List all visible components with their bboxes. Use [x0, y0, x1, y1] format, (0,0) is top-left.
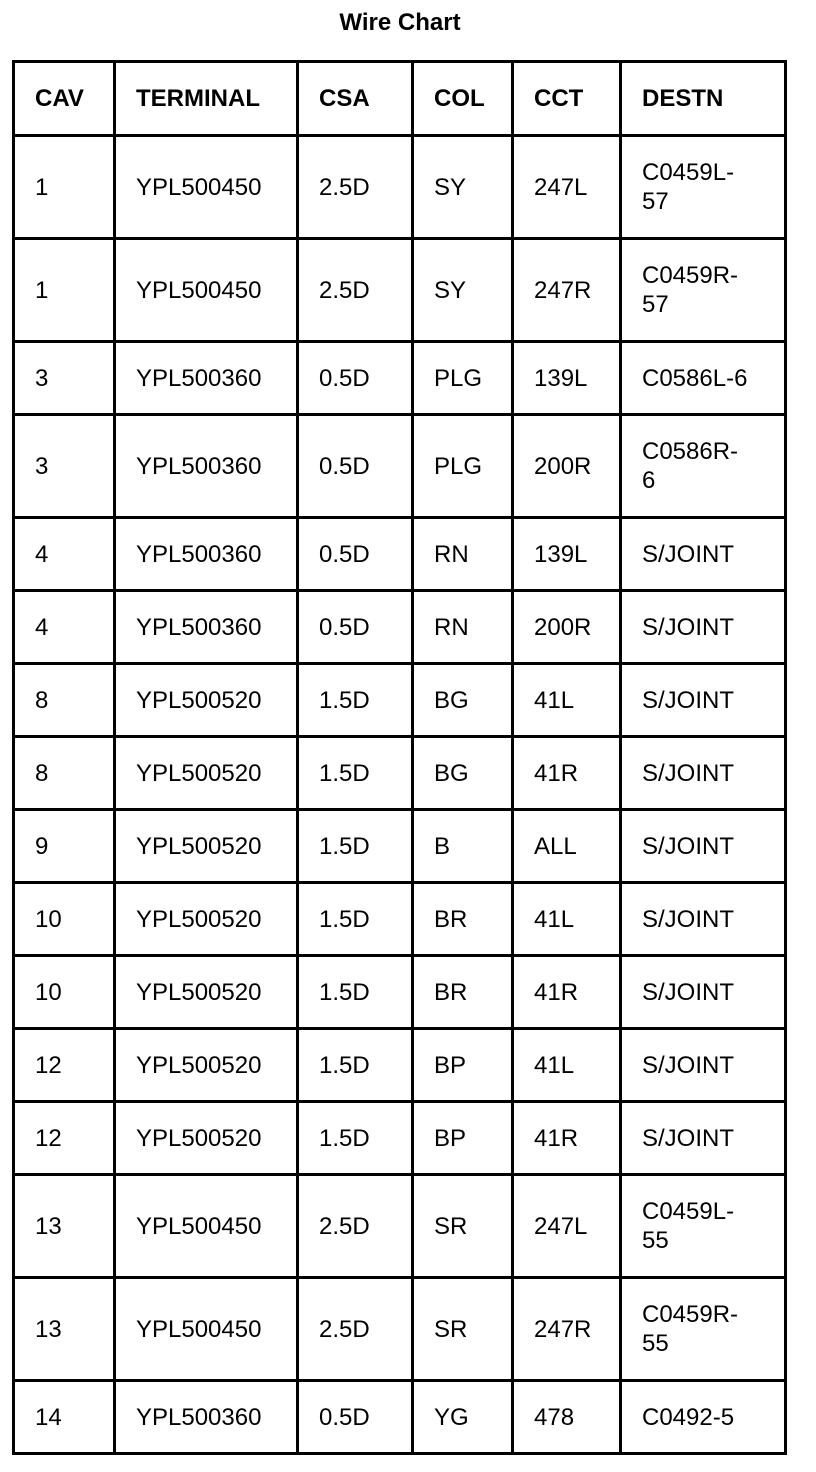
table-row	[14, 591, 786, 664]
destn-line: 57	[642, 291, 669, 318]
table-row	[14, 415, 786, 518]
cell-cct: 200R	[513, 591, 621, 664]
cell-destn	[621, 664, 786, 737]
cell-terminal: YPL500520	[115, 883, 298, 956]
column-header-terminal: TERMINAL	[115, 62, 298, 136]
cell-terminal: YPL500520	[115, 810, 298, 883]
column-header-col: COL	[413, 62, 513, 136]
cell-terminal: YPL500520	[115, 737, 298, 810]
cell-destn	[621, 956, 786, 1029]
cell-col: BR	[413, 956, 513, 1029]
cell-cct: 41L	[513, 883, 621, 956]
cell-csa: 1.5D	[298, 1102, 413, 1175]
cell-cct: 41R	[513, 737, 621, 810]
cell-destn	[621, 810, 786, 883]
cell-csa: 1.5D	[298, 956, 413, 1029]
cell-destn	[621, 136, 786, 239]
destn-line: S/JOINT	[642, 686, 735, 714]
cell-col: SY	[413, 136, 513, 239]
table-row	[14, 1102, 786, 1175]
cell-csa: 1.5D	[298, 737, 413, 810]
cell-csa: 1.5D	[298, 883, 413, 956]
cell-terminal: YPL500520	[115, 664, 298, 737]
table-header-row	[14, 62, 786, 136]
cell-terminal: YPL500360	[115, 342, 298, 415]
table-row	[14, 737, 786, 810]
table-row	[14, 956, 786, 1029]
table-row	[14, 136, 786, 239]
cell-terminal: YPL500450	[115, 136, 298, 239]
destn-line: C0586R-	[642, 438, 739, 465]
cell-csa: 0.5D	[298, 1381, 413, 1454]
cell-cct: 247L	[513, 136, 621, 239]
cell-terminal: YPL500450	[115, 1175, 298, 1278]
cell-csa: 1.5D	[298, 664, 413, 737]
column-header-destn: DESTN	[621, 62, 786, 136]
cell-destn	[621, 591, 786, 664]
destn-line: C0459L-	[642, 1198, 735, 1225]
cell-col: RN	[413, 591, 513, 664]
cell-destn	[621, 1278, 786, 1381]
table-body	[14, 136, 786, 1454]
page-title: Wire Chart	[339, 9, 461, 36]
cell-col: RN	[413, 518, 513, 591]
cell-cct: 139L	[513, 342, 621, 415]
table-row	[14, 518, 786, 591]
cell-cav: 4	[14, 518, 115, 591]
cell-cct: 139L	[513, 518, 621, 591]
cell-terminal: YPL500520	[115, 956, 298, 1029]
cell-destn	[621, 1029, 786, 1102]
cell-col: B	[413, 810, 513, 883]
cell-cav: 8	[14, 737, 115, 810]
cell-cav: 13	[14, 1278, 115, 1381]
cell-csa: 2.5D	[298, 1278, 413, 1381]
cell-cav: 3	[14, 415, 115, 518]
cell-cct: 200R	[513, 415, 621, 518]
cell-destn	[621, 1102, 786, 1175]
cell-col: BR	[413, 883, 513, 956]
destn-line: S/JOINT	[642, 1124, 735, 1152]
cell-cav: 14	[14, 1381, 115, 1454]
destn-line: S/JOINT	[642, 832, 735, 860]
cell-csa: 1.5D	[298, 810, 413, 883]
cell-col: SR	[413, 1175, 513, 1278]
cell-cav: 10	[14, 883, 115, 956]
cell-col: SY	[413, 239, 513, 342]
cell-terminal: YPL500450	[115, 239, 298, 342]
wire-chart-table	[12, 60, 787, 1455]
table-row	[14, 883, 786, 956]
cell-col: PLG	[413, 415, 513, 518]
destn-line: C0492-5	[642, 1403, 735, 1431]
cell-csa: 0.5D	[298, 518, 413, 591]
destn-line: S/JOINT	[642, 1051, 735, 1079]
cell-cav: 8	[14, 664, 115, 737]
cell-terminal: YPL500520	[115, 1029, 298, 1102]
table-row	[14, 239, 786, 342]
table-row	[14, 1381, 786, 1454]
cell-csa: 1.5D	[298, 1029, 413, 1102]
destn-line: S/JOINT	[642, 540, 735, 568]
cell-cav: 9	[14, 810, 115, 883]
cell-cav: 1	[14, 136, 115, 239]
cell-col: SR	[413, 1278, 513, 1381]
cell-cav: 12	[14, 1102, 115, 1175]
cell-cct: 247R	[513, 1278, 621, 1381]
table-row	[14, 1175, 786, 1278]
cell-destn	[621, 518, 786, 591]
destn-line: 55	[642, 1330, 669, 1357]
cell-terminal: YPL500360	[115, 415, 298, 518]
destn-line: S/JOINT	[642, 759, 735, 787]
cell-cav: 13	[14, 1175, 115, 1278]
cell-col: PLG	[413, 342, 513, 415]
cell-terminal: YPL500360	[115, 591, 298, 664]
cell-cct: 41L	[513, 1029, 621, 1102]
cell-terminal: YPL500450	[115, 1278, 298, 1381]
column-header-cav: CAV	[14, 62, 115, 136]
cell-csa: 2.5D	[298, 136, 413, 239]
cell-csa: 0.5D	[298, 415, 413, 518]
table-row	[14, 810, 786, 883]
table-row	[14, 1029, 786, 1102]
table-row	[14, 1278, 786, 1381]
destn-line: S/JOINT	[642, 613, 735, 641]
cell-cct: 41L	[513, 664, 621, 737]
cell-csa: 2.5D	[298, 1175, 413, 1278]
cell-destn	[621, 342, 786, 415]
destn-line: S/JOINT	[642, 978, 735, 1006]
cell-destn	[621, 1175, 786, 1278]
destn-line: 6	[642, 467, 656, 494]
cell-cav: 4	[14, 591, 115, 664]
cell-destn	[621, 883, 786, 956]
cell-cav: 3	[14, 342, 115, 415]
cell-cct: 247R	[513, 239, 621, 342]
cell-terminal: YPL500360	[115, 1381, 298, 1454]
destn-line: C0459R-	[642, 1301, 739, 1328]
cell-destn	[621, 239, 786, 342]
destn-line: 57	[642, 188, 669, 215]
cell-cct: 41R	[513, 1102, 621, 1175]
destn-line: S/JOINT	[642, 905, 735, 933]
cell-csa: 0.5D	[298, 591, 413, 664]
cell-col: YG	[413, 1381, 513, 1454]
destn-line: 55	[642, 1227, 669, 1254]
table-row	[14, 342, 786, 415]
cell-cav: 1	[14, 239, 115, 342]
destn-line: C0586L-6	[642, 364, 748, 392]
cell-cct: ALL	[513, 810, 621, 883]
cell-destn	[621, 415, 786, 518]
cell-csa: 0.5D	[298, 342, 413, 415]
cell-cct: 478	[513, 1381, 621, 1454]
destn-line: C0459R-	[642, 262, 739, 289]
cell-col: BG	[413, 664, 513, 737]
column-header-csa: CSA	[298, 62, 413, 136]
cell-destn	[621, 1381, 786, 1454]
cell-cav: 12	[14, 1029, 115, 1102]
cell-cct: 247L	[513, 1175, 621, 1278]
cell-csa: 2.5D	[298, 239, 413, 342]
cell-cct: 41R	[513, 956, 621, 1029]
column-header-cct: CCT	[513, 62, 621, 136]
cell-col: BP	[413, 1102, 513, 1175]
cell-col: BG	[413, 737, 513, 810]
cell-destn	[621, 737, 786, 810]
cell-terminal: YPL500360	[115, 518, 298, 591]
cell-col: BP	[413, 1029, 513, 1102]
table-row	[14, 664, 786, 737]
cell-terminal: YPL500520	[115, 1102, 298, 1175]
cell-cav: 10	[14, 956, 115, 1029]
destn-line: C0459L-	[642, 159, 735, 186]
